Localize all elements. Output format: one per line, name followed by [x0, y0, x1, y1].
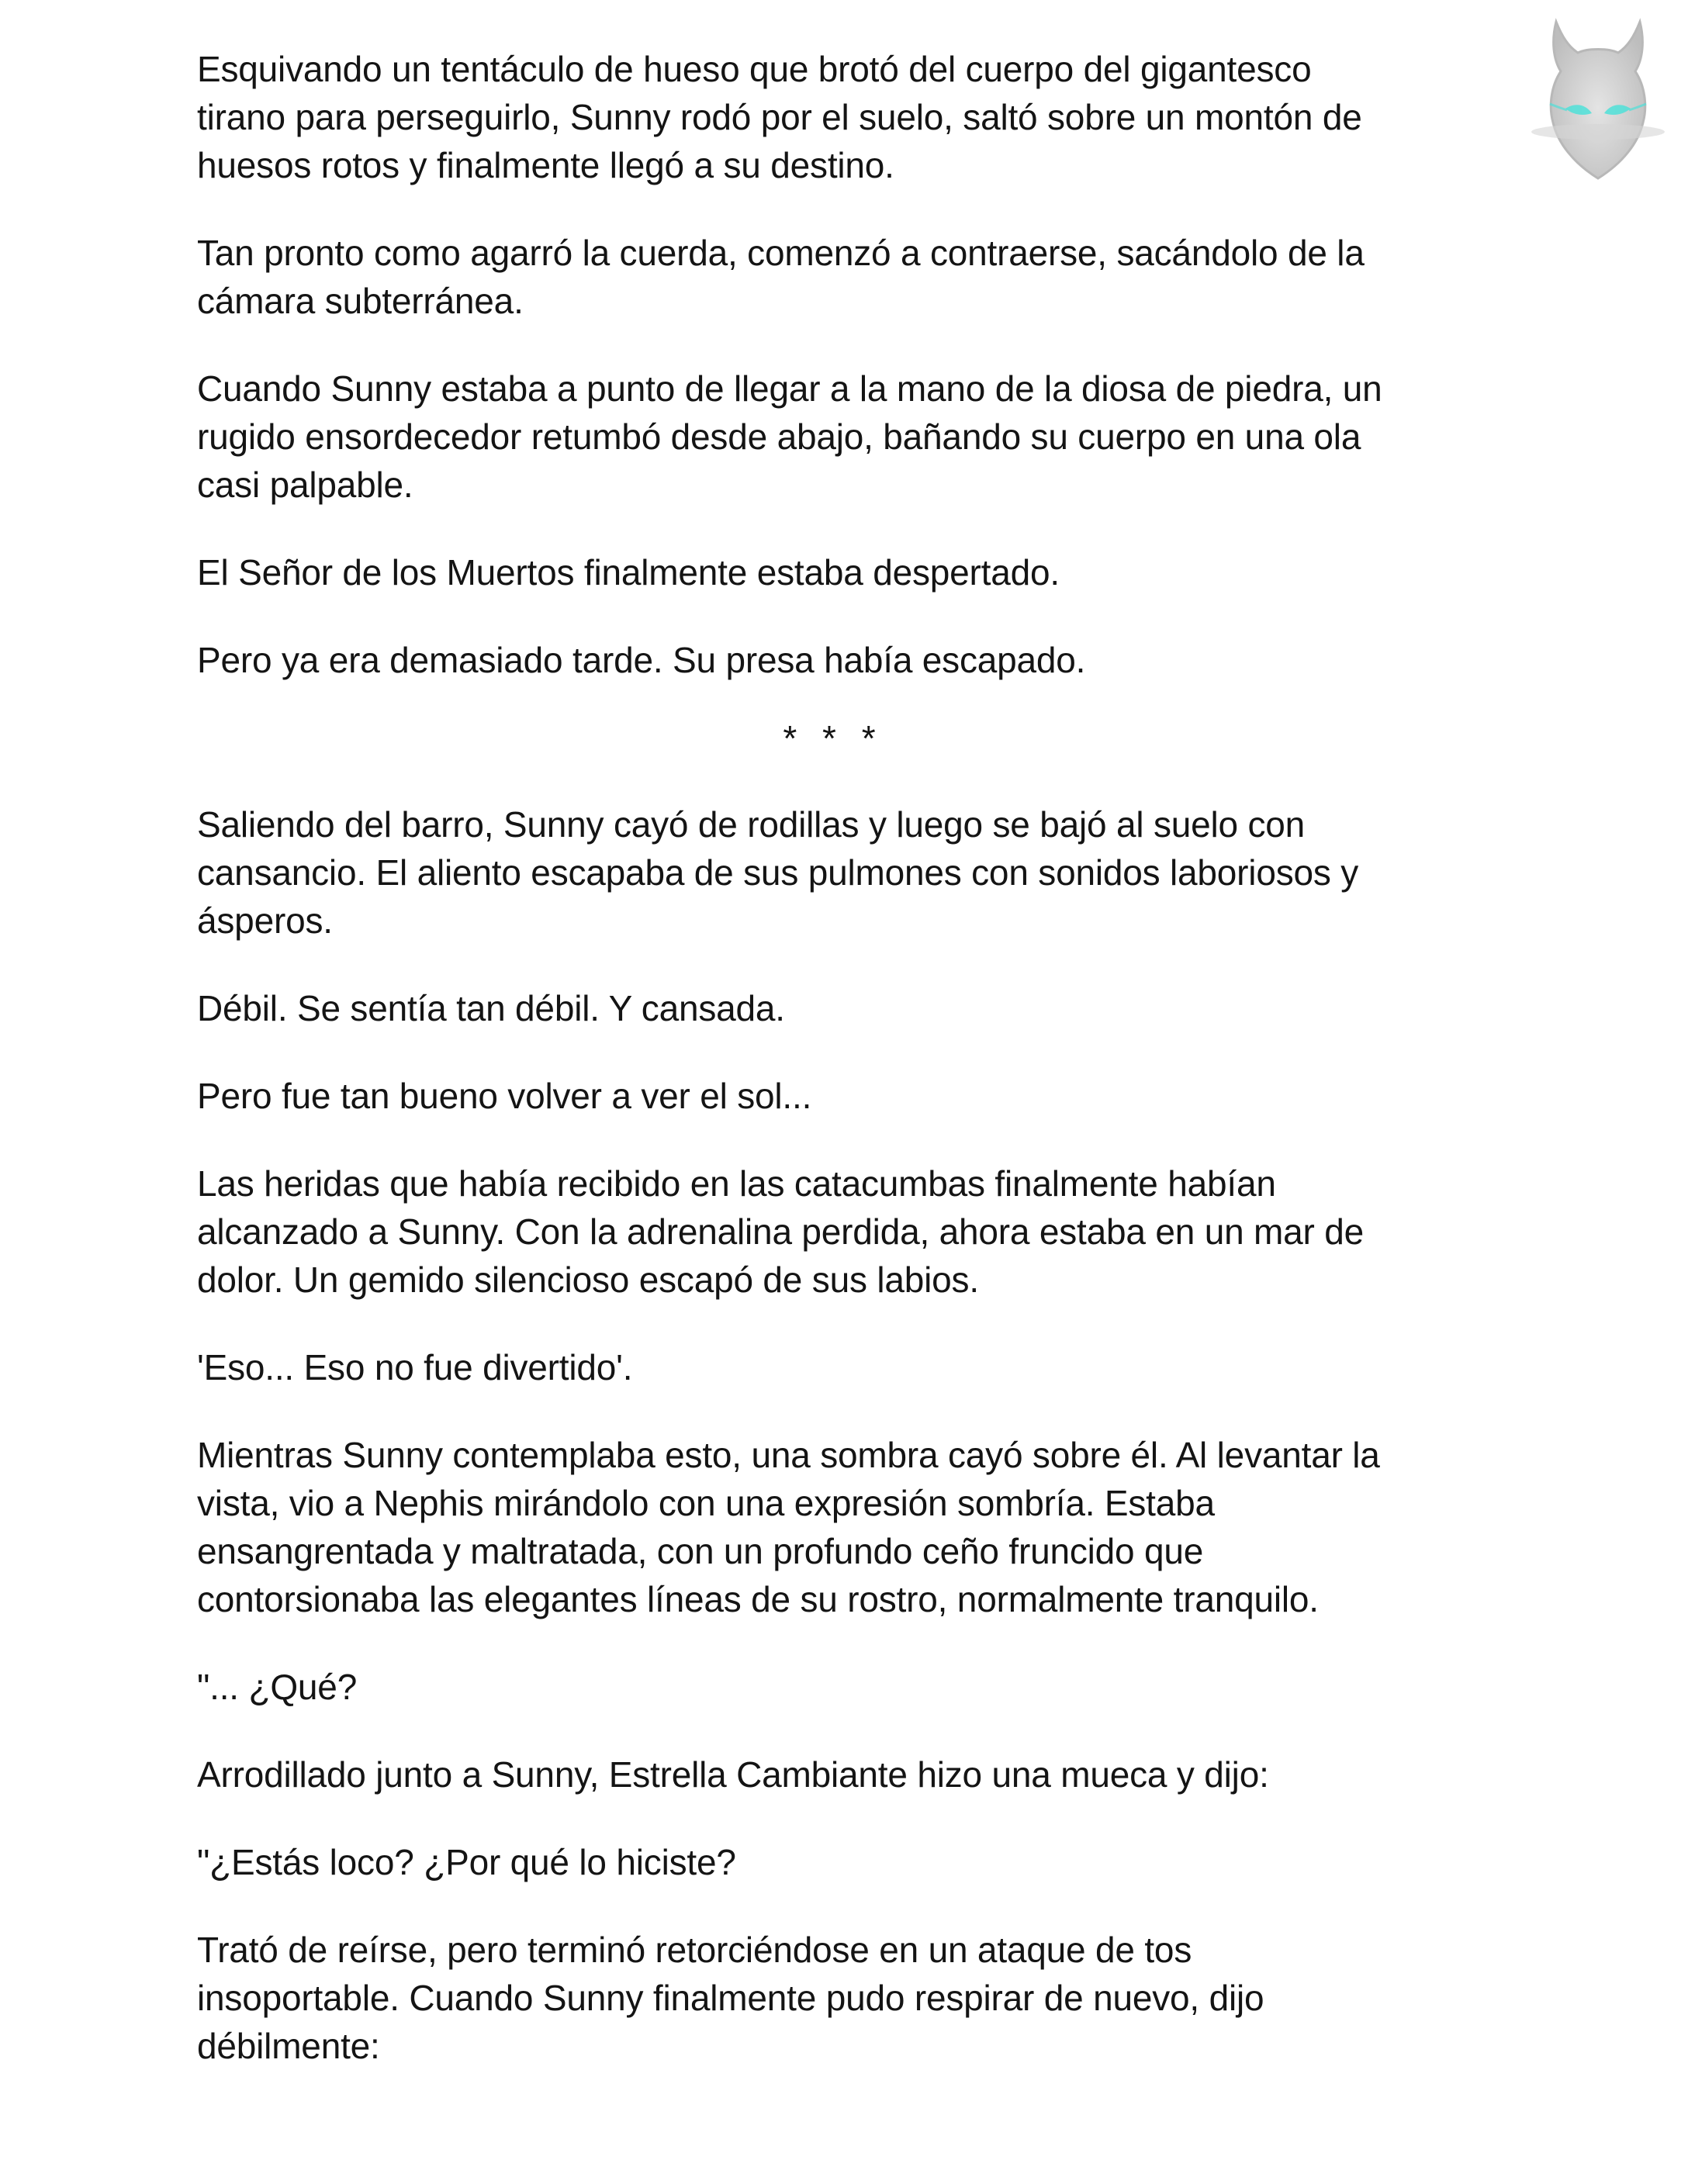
text-line: insoportable. Cuando Sunny finalmente pudo respirar de nuevo, dijo	[197, 1978, 1264, 2018]
text-line: ásperos.	[197, 900, 333, 941]
paragraph	[197, 1926, 1469, 2070]
text-line: vista, vio a Nephis mirándolo con una expresión sombría. Estaba	[197, 1483, 1215, 1523]
text-line: El Señor de los Muertos finalmente estaba despertado.	[197, 552, 1060, 593]
text-line: Arrodillado junto a Sunny, Estrella Cambiante hizo una mueca y dijo:	[197, 1754, 1269, 1795]
text-line: 'Eso... Eso no fue divertido'.	[197, 1347, 633, 1387]
scene-separator: * * *	[783, 718, 884, 759]
text-line: "... ¿Qué?	[197, 1667, 358, 1707]
text-line: cámara subterránea.	[197, 281, 524, 321]
text-line: dolor. Un gemido silencioso escapó de sus labios.	[197, 1260, 979, 1300]
paragraph	[197, 1072, 1469, 1120]
demon-head-logo-icon	[1527, 14, 1669, 186]
paragraph	[197, 1343, 1469, 1391]
text-line: Trató de reírse, pero terminó retorciéndose en un ataque de tos	[197, 1930, 1192, 1970]
paragraph	[197, 548, 1469, 596]
paragraph	[197, 1750, 1469, 1799]
paragraph	[197, 1663, 1469, 1711]
paragraph	[197, 229, 1469, 325]
text-line: rugido ensordecedor retumbó desde abajo, bañando su cuerpo en una ola	[197, 416, 1361, 457]
paragraph	[197, 365, 1469, 509]
paragraph	[197, 1159, 1469, 1304]
paragraph	[197, 45, 1469, 189]
paragraph	[197, 1838, 1469, 1886]
text-line: Cuando Sunny estaba a punto de llegar a la mano de la diosa de piedra, un	[197, 368, 1382, 409]
text-line: Mientras Sunny contemplaba esto, una sombra cayó sobre él. Al levantar la	[197, 1435, 1380, 1475]
text-line: Pero ya era demasiado tarde. Su presa había escapado.	[197, 640, 1086, 680]
paragraph	[197, 1431, 1469, 1623]
paragraph	[197, 800, 1469, 945]
text-line: "¿Estás loco? ¿Por qué lo hiciste?	[197, 1842, 736, 1882]
text-line: Esquivando un tentáculo de hueso que brotó del cuerpo del gigantesco	[197, 49, 1312, 89]
text-line: cansancio. El aliento escapaba de sus pulmones con sonidos laboriosos y	[197, 852, 1359, 893]
text-line: huesos rotos y finalmente llegó a su destino.	[197, 145, 894, 185]
text-line: alcanzado a Sunny. Con la adrenalina perdida, ahora estaba en un mar de	[197, 1211, 1365, 1252]
text-line: Débil. Se sentía tan débil. Y cansada.	[197, 988, 785, 1028]
text-line: Pero fue tan bueno volver a ver el sol...	[197, 1076, 812, 1116]
text-line: contorsionaba las elegantes líneas de su rostro, normalmente tranquilo.	[197, 1579, 1319, 1619]
text-line: Saliendo del barro, Sunny cayó de rodillas y luego se bajó al suelo con	[197, 804, 1306, 845]
text-line: tirano para perseguirlo, Sunny rodó por el suelo, saltó sobre un montón de	[197, 97, 1362, 137]
text-line: Tan pronto como agarró la cuerda, comenzó a contraerse, sacándolo de la	[197, 233, 1365, 273]
paragraph	[197, 636, 1469, 684]
document-page	[197, 45, 1469, 2110]
text-line: casi palpable.	[197, 465, 413, 505]
paragraph	[197, 984, 1469, 1032]
text-line: ensangrentada y maltratada, con un profundo ceño fruncido que	[197, 1531, 1204, 1571]
text-line: débilmente:	[197, 2026, 380, 2066]
text-line: Las heridas que había recibido en las catacumbas finalmente habían	[197, 1163, 1276, 1204]
